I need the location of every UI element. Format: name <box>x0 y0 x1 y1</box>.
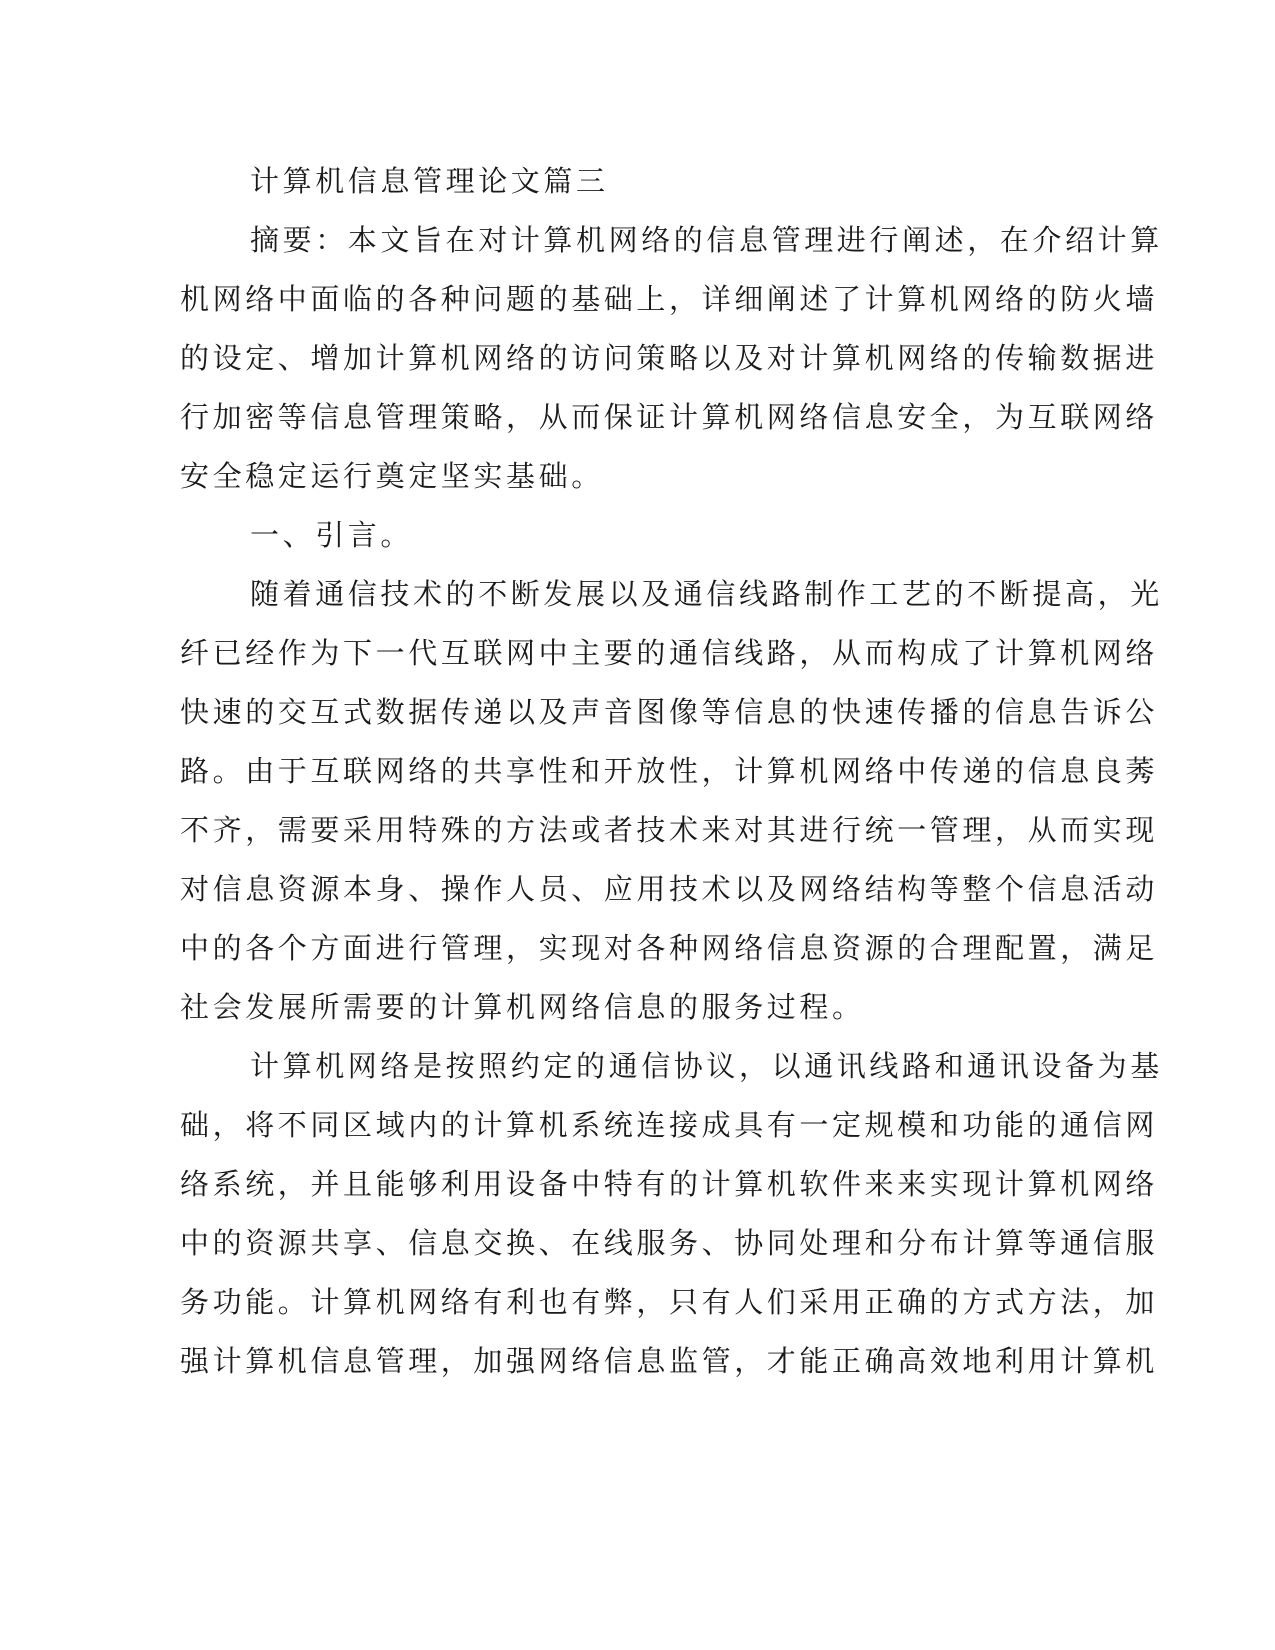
paragraph-line: 强计算机信息管理，加强网络信息监管，才能正确高效地利用计算机 <box>180 1344 1159 1378</box>
paragraph-line: 纤已经作为下一代互联网中主要的通信线路，从而构成了计算机网络 <box>180 636 1159 670</box>
paragraph-line: 中的资源共享、信息交换、在线服务、协同处理和分布计算等通信服 <box>180 1226 1159 1260</box>
paragraph-line: 路。由于互联网络的共享性和开放性，计算机网络中传递的信息良莠 <box>180 754 1159 788</box>
abstract-line: 的设定、增加计算机网络的访问策略以及对计算机网络的传输数据进 <box>180 341 1159 375</box>
document-title: 计算机信息管理论文篇三 <box>250 164 609 198</box>
paragraph-line: 础，将不同区域内的计算机系统连接成具有一定规模和功能的通信网 <box>180 1108 1159 1142</box>
abstract-line: 安全稳定运行奠定坚实基础。 <box>180 459 604 493</box>
paragraph-line: 中的各个方面进行管理，实现对各种网络信息资源的合理配置，满足 <box>180 931 1159 965</box>
paragraph-line: 络系统，并且能够利用设备中特有的计算机软件来来实现计算机网络 <box>180 1167 1159 1201</box>
abstract-line: 行加密等信息管理策略，从而保证计算机网络信息安全，为互联网络 <box>180 400 1159 434</box>
paragraph-line: 对信息资源本身、操作人员、应用技术以及网络结构等整个信息活动 <box>180 872 1159 906</box>
paragraph-line: 社会发展所需要的计算机网络信息的服务过程。 <box>180 990 865 1024</box>
paragraph-line: 计算机网络是按照约定的通信协议，以通讯线路和通讯设备为基 <box>250 1049 1163 1083</box>
paragraph-line: 不齐，需要采用特殊的方法或者技术来对其进行统一管理，从而实现 <box>180 813 1159 847</box>
paragraph-line: 务功能。计算机网络有利也有弊，只有人们采用正确的方式方法，加 <box>180 1285 1159 1319</box>
paragraph-line: 随着通信技术的不断发展以及通信线路制作工艺的不断提高，光 <box>250 577 1163 611</box>
section-heading: 一、引言。 <box>250 518 414 552</box>
abstract-line: 机网络中面临的各种问题的基础上，详细阐述了计算机网络的防火墙 <box>180 282 1159 316</box>
abstract-line: 摘要：本文旨在对计算机网络的信息管理进行阐述，在介绍计算 <box>250 223 1163 257</box>
paragraph-line: 快速的交互式数据传递以及声音图像等信息的快速传播的信息告诉公 <box>180 695 1159 729</box>
